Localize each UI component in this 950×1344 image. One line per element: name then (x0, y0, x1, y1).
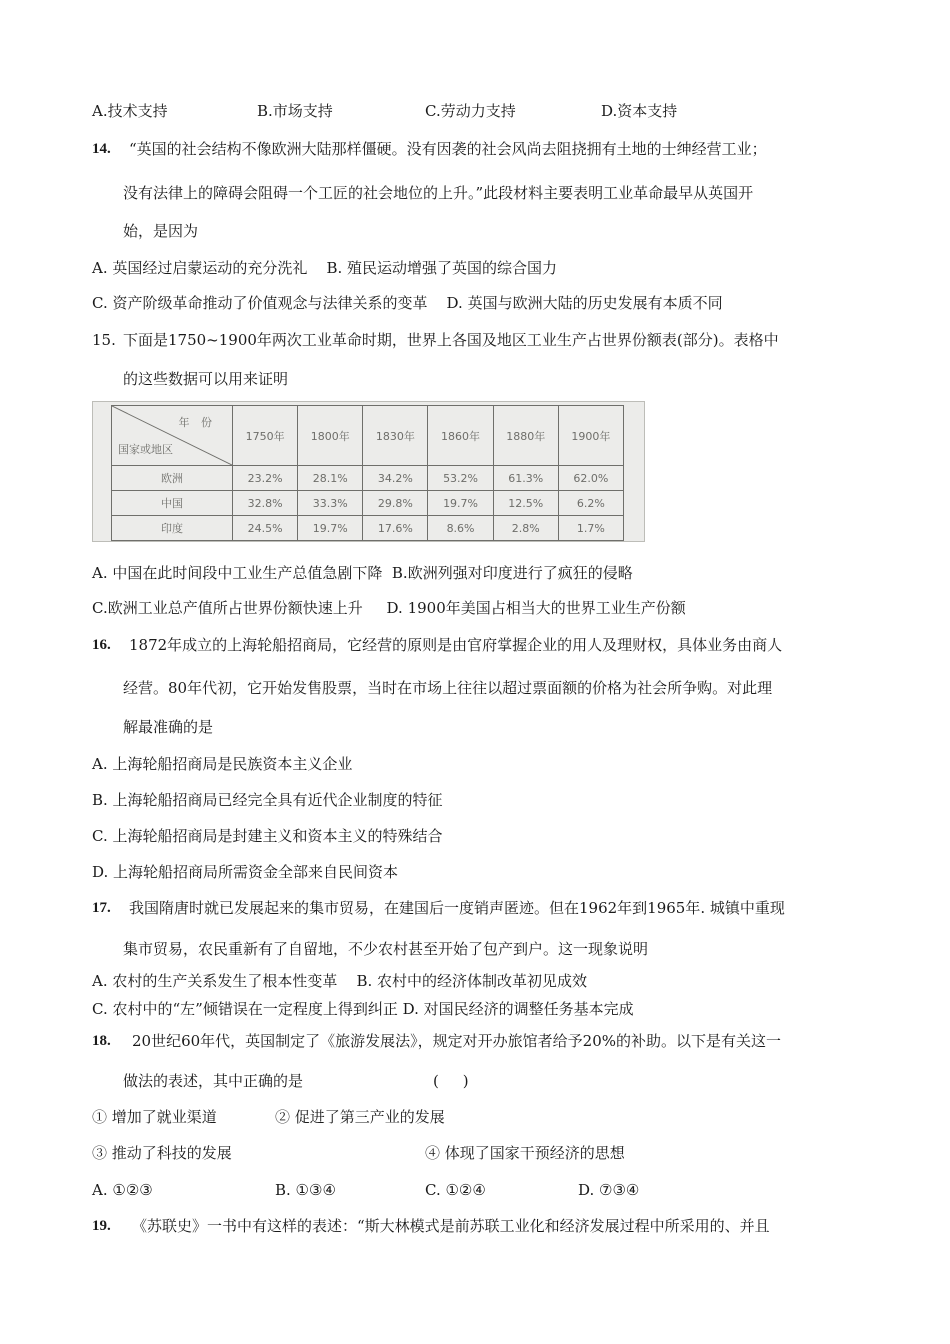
table-header-row (112, 406, 624, 466)
q14-number: 14. (92, 141, 111, 157)
q18-statement-2: ② 促进了第三产业的发展 (275, 1108, 445, 1126)
q18-statement-1: ① 增加了就业渠道 (92, 1108, 217, 1126)
q16-option-c: C. 上海轮船招商局是封建主义和资本主义的特殊结合 (92, 827, 443, 845)
year-header: 1830年 (363, 406, 428, 466)
q19-stem-line-1: 《苏联史》一书中有这样的表述：“斯大林模式是前苏联工业化和经济发展过程中所采用的、并且 (132, 1217, 770, 1235)
table-row (112, 491, 624, 516)
q16-option-b: B. 上海轮船招商局已经完全具有近代企业制度的特征 (92, 791, 443, 809)
q15-table-image (92, 401, 645, 542)
value-cell: 24.5% (233, 516, 298, 541)
q18-stem-line-2: 做法的表述，其中正确的是 (123, 1072, 304, 1090)
year-header: 1900年 (558, 406, 623, 466)
value-cell: 29.8% (363, 491, 428, 516)
value-cell: 28.1% (298, 466, 363, 491)
q16-stem-line-3: 解最准确的是 (123, 718, 214, 736)
value-cell: 1.7% (558, 516, 623, 541)
q17-number: 17. (92, 900, 111, 916)
q13-option-d: D.资本支持 (601, 102, 678, 120)
value-cell: 6.2% (558, 491, 623, 516)
q15-number: 15. (92, 331, 116, 349)
q15-stem-line-1: 下面是1750~1900年两次工业革命时期，世界上各国及地区工业生产占世界份额表(部分)。表格中 (123, 331, 779, 349)
q13-option-c: C.劳动力支持 (425, 102, 516, 120)
q14-option-line-1: A. 英国经过启蒙运动的充分洗礼 B. 殖民运动增强了英国的综合国力 (92, 259, 558, 277)
q14-stem-line-2: 没有法律上的障碍会阻碍一个工匠的社会地位的上升。”此段材料主要表明工业革命最早从英国开 (123, 184, 754, 202)
q18-statement-3: ③ 推动了科技的发展 (92, 1144, 232, 1162)
q17-stem-line-1: 我国隋唐时就已发展起来的集市贸易，在建国后一度销声匿迹。但在1962年到1965年. 城镇中重现 (129, 899, 785, 917)
q18-option-c: C. ①②④ (425, 1181, 486, 1199)
value-cell: 61.3% (493, 466, 558, 491)
region-cell: 中国 (112, 491, 233, 516)
table-corner-cell (112, 406, 233, 466)
value-cell: 34.2% (363, 466, 428, 491)
q16-stem-line-2: 经营。80年代初，它开始发售股票，当时在市场上往往以超过票面额的价格为社会所争购。对此理 (123, 679, 773, 697)
q13-option-a: A.技术支持 (92, 102, 168, 120)
value-cell: 32.8% (233, 491, 298, 516)
q15-stem-line-2: 的这些数据可以用来证明 (123, 370, 289, 388)
value-cell: 33.3% (298, 491, 363, 516)
value-cell: 19.7% (428, 491, 493, 516)
q14-stem-line-1: “英国的社会结构不像欧洲大陆那样僵硬。没有因袭的社会风尚去阻挠拥有土地的士绅经营工业； (129, 140, 767, 158)
value-cell: 8.6% (428, 516, 493, 541)
q18-option-a: A. ①②③ (92, 1181, 153, 1199)
q14-option-line-2: C. 资产阶级革命推动了价值观念与法律关系的变革 D. 英国与欧洲大陆的历史发展有本质不同 (92, 294, 723, 312)
q14-stem-line-3: 始，是因为 (123, 222, 199, 240)
region-cell: 欧洲 (112, 466, 233, 491)
q15-data-table (111, 405, 624, 541)
value-cell: 53.2% (428, 466, 493, 491)
value-cell: 2.8% (493, 516, 558, 541)
year-header: 1750年 (233, 406, 298, 466)
year-header: 1880年 (493, 406, 558, 466)
table-row (112, 466, 624, 491)
q18-stem-line-1: 20世纪60年代，英国制定了《旅游发展法》，规定对开办旅馆者给予20%的补助。以下是有关这一 (132, 1032, 782, 1050)
region-cell: 印度 (112, 516, 233, 541)
q18-statement-4: ④ 体现了国家干预经济的思想 (425, 1144, 625, 1162)
corner-label-region: 国家或地区 (118, 443, 173, 456)
q16-option-a: A. 上海轮船招商局是民族资本主义企业 (92, 755, 353, 773)
q16-option-d: D. 上海轮船招商局所需资金全部来自民间资本 (92, 863, 399, 881)
q17-stem-line-2: 集市贸易，农民重新有了自留地，不少农村甚至开始了包产到户。这一现象说明 (123, 940, 649, 958)
value-cell: 23.2% (233, 466, 298, 491)
year-header: 1800年 (298, 406, 363, 466)
q13-option-b: B.市场支持 (257, 102, 333, 120)
q18-number: 18. (92, 1033, 111, 1049)
q16-number: 16. (92, 637, 111, 653)
q17-option-line-1: A. 农村的生产关系发生了根本性变革 B. 农村中的经济体制改革初见成效 (92, 972, 588, 990)
value-cell: 19.7% (298, 516, 363, 541)
value-cell: 62.0% (558, 466, 623, 491)
q18-option-b: B. ①③④ (275, 1181, 336, 1199)
value-cell: 17.6% (363, 516, 428, 541)
table-row (112, 516, 624, 541)
value-cell: 12.5% (493, 491, 558, 516)
q15-option-line-2: C.欧洲工业总产值所占世界份额快速上升 D. 1900年美国占相当大的世界工业生产份额 (92, 599, 686, 617)
q16-stem-line-1: 1872年成立的上海轮船招商局，它经营的原则是由官府掌握企业的用人及理财权，具体业务由商人 (129, 636, 783, 654)
q18-option-d: D. ⑦③④ (578, 1181, 640, 1199)
year-header: 1860年 (428, 406, 493, 466)
corner-label-year: 年 份 (178, 416, 216, 429)
q19-number: 19. (92, 1218, 111, 1234)
q15-option-line-1: A. 中国在此时间段中工业生产总值急剧下降 B.欧洲列强对印度进行了疯狂的侵略 (92, 564, 633, 582)
q18-answer-bracket: ( ) (433, 1072, 469, 1090)
q17-option-line-2: C. 农村中的“左”倾错误在一定程度上得到纠正 D. 对国民经济的调整任务基本完成 (92, 1000, 634, 1018)
